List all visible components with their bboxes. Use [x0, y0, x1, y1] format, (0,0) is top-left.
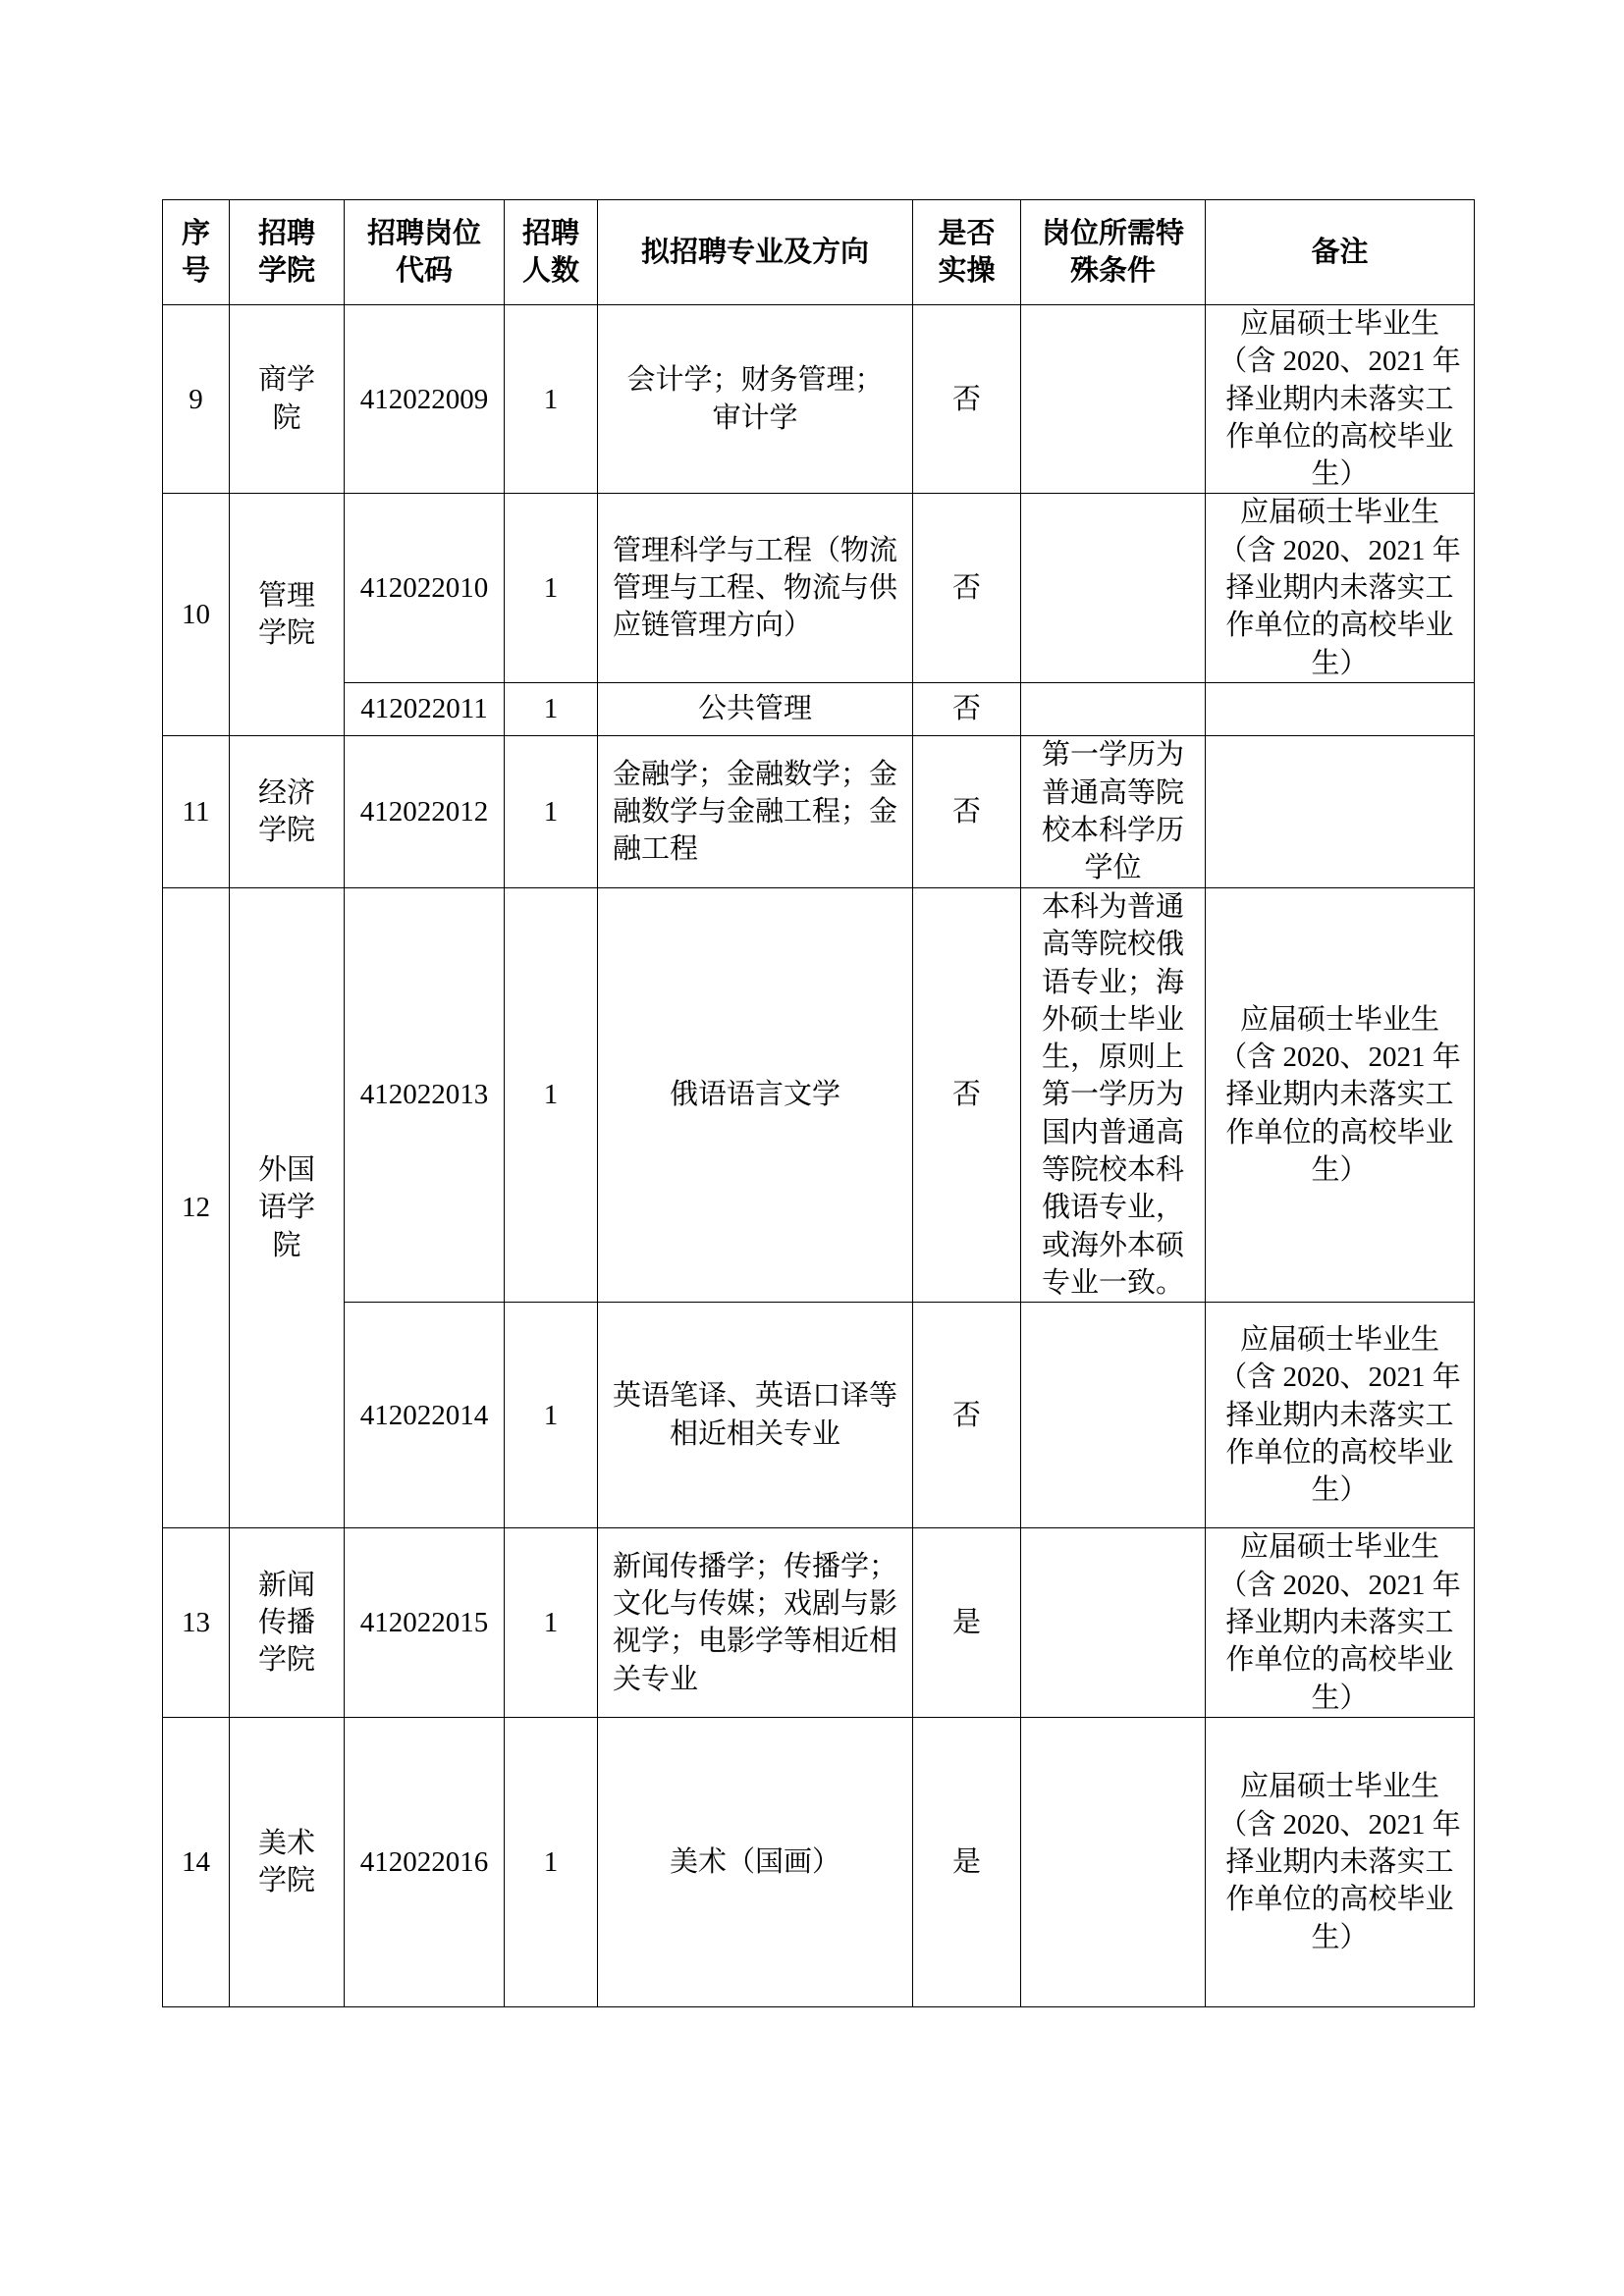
position-code-cell: 412022012: [345, 735, 505, 887]
conditions-cell: 第一学历为 普通高等院 校本科学历 学位: [1021, 735, 1206, 887]
position-code-cell: 412022010: [345, 494, 505, 682]
count-cell: 1: [505, 305, 598, 494]
college-cell: 外国 语学 院: [230, 887, 345, 1527]
remarks-cell: [1206, 682, 1475, 735]
table-header-row: [163, 200, 1475, 305]
practical-cell: 否: [913, 494, 1021, 682]
position-code-cell: 412022011: [345, 682, 505, 735]
count-cell: 1: [505, 1528, 598, 1718]
header-position-code: 招聘岗位 代码: [345, 200, 505, 305]
major-cell: 英语笔译、英语口译等 相近相关专业: [598, 1303, 913, 1528]
header-remarks: 备注: [1206, 200, 1475, 305]
recruitment-table: [162, 199, 1475, 2007]
conditions-cell: 本科为普通 高等院校俄 语专业；海 外硕士毕业 生，原则上 第一学历为 国内普通高 等院校本科 俄语专业， 或海外本硕 专业一致。: [1021, 887, 1206, 1302]
count-cell: 1: [505, 1718, 598, 2007]
college-cell: 商学 院: [230, 305, 345, 494]
practical-cell: 否: [913, 682, 1021, 735]
remarks-cell: 应届硕士毕业生 （含 2020、2021 年 择业期内未落实工 作单位的高校毕业 生）: [1206, 494, 1475, 682]
practical-cell: 是: [913, 1528, 1021, 1718]
practical-cell: 否: [913, 305, 1021, 494]
seq-cell: 13: [163, 1528, 230, 1718]
major-cell: 金融学；金融数学；金 融数学与金融工程；金 融工程: [598, 735, 913, 887]
table-row: [163, 1718, 1475, 2007]
major-cell: 俄语语言文学: [598, 887, 913, 1302]
practical-cell: 是: [913, 1718, 1021, 2007]
count-cell: 1: [505, 887, 598, 1302]
count-cell: 1: [505, 1303, 598, 1528]
table-row: [163, 887, 1475, 1302]
table-row: [163, 305, 1475, 494]
practical-cell: 否: [913, 735, 1021, 887]
conditions-cell: [1021, 682, 1206, 735]
table-row: [163, 494, 1475, 682]
conditions-cell: [1021, 305, 1206, 494]
header-practical: 是否 实操: [913, 200, 1021, 305]
header-college: 招聘 学院: [230, 200, 345, 305]
seq-cell: 11: [163, 735, 230, 887]
seq-cell: 14: [163, 1718, 230, 2007]
position-code-cell: 412022016: [345, 1718, 505, 2007]
remarks-cell: 应届硕士毕业生 （含 2020、2021 年 择业期内未落实工 作单位的高校毕业 生）: [1206, 887, 1475, 1302]
conditions-cell: [1021, 494, 1206, 682]
college-cell: 经济 学院: [230, 735, 345, 887]
position-code-cell: 412022009: [345, 305, 505, 494]
college-cell: 美术 学院: [230, 1718, 345, 2007]
major-cell: 管理科学与工程（物流 管理与工程、物流与供 应链管理方向）: [598, 494, 913, 682]
remarks-cell: 应届硕士毕业生 （含 2020、2021 年 择业期内未落实工 作单位的高校毕业 生）: [1206, 1718, 1475, 2007]
remarks-cell: [1206, 735, 1475, 887]
conditions-cell: [1021, 1718, 1206, 2007]
position-code-cell: 412022015: [345, 1528, 505, 1718]
count-cell: 1: [505, 494, 598, 682]
header-count: 招聘 人数: [505, 200, 598, 305]
table-row: [163, 682, 1475, 735]
practical-cell: 否: [913, 887, 1021, 1302]
table-row: [163, 1528, 1475, 1718]
table-row: [163, 1303, 1475, 1528]
table-row: [163, 735, 1475, 887]
remarks-cell: 应届硕士毕业生 （含 2020、2021 年 择业期内未落实工 作单位的高校毕业 生）: [1206, 1303, 1475, 1528]
position-code-cell: 412022013: [345, 887, 505, 1302]
seq-cell: 9: [163, 305, 230, 494]
count-cell: 1: [505, 735, 598, 887]
remarks-cell: 应届硕士毕业生 （含 2020、2021 年 择业期内未落实工 作单位的高校毕业 生）: [1206, 1528, 1475, 1718]
header-major: 拟招聘专业及方向: [598, 200, 913, 305]
seq-cell: 12: [163, 887, 230, 1527]
count-cell: 1: [505, 682, 598, 735]
position-code-cell: 412022014: [345, 1303, 505, 1528]
college-cell: 新闻 传播 学院: [230, 1528, 345, 1718]
major-cell: 美术（国画）: [598, 1718, 913, 2007]
conditions-cell: [1021, 1303, 1206, 1528]
header-seq: 序 号: [163, 200, 230, 305]
conditions-cell: [1021, 1528, 1206, 1718]
college-cell: 管理 学院: [230, 494, 345, 735]
major-cell: 会计学；财务管理； 审计学: [598, 305, 913, 494]
major-cell: 新闻传播学；传播学； 文化与传媒；戏剧与影 视学；电影学等相近相 关专业: [598, 1528, 913, 1718]
seq-cell: 10: [163, 494, 230, 735]
practical-cell: 否: [913, 1303, 1021, 1528]
major-cell: 公共管理: [598, 682, 913, 735]
remarks-cell: 应届硕士毕业生 （含 2020、2021 年 择业期内未落实工 作单位的高校毕业 生）: [1206, 305, 1475, 494]
header-conditions: 岗位所需特 殊条件: [1021, 200, 1206, 305]
